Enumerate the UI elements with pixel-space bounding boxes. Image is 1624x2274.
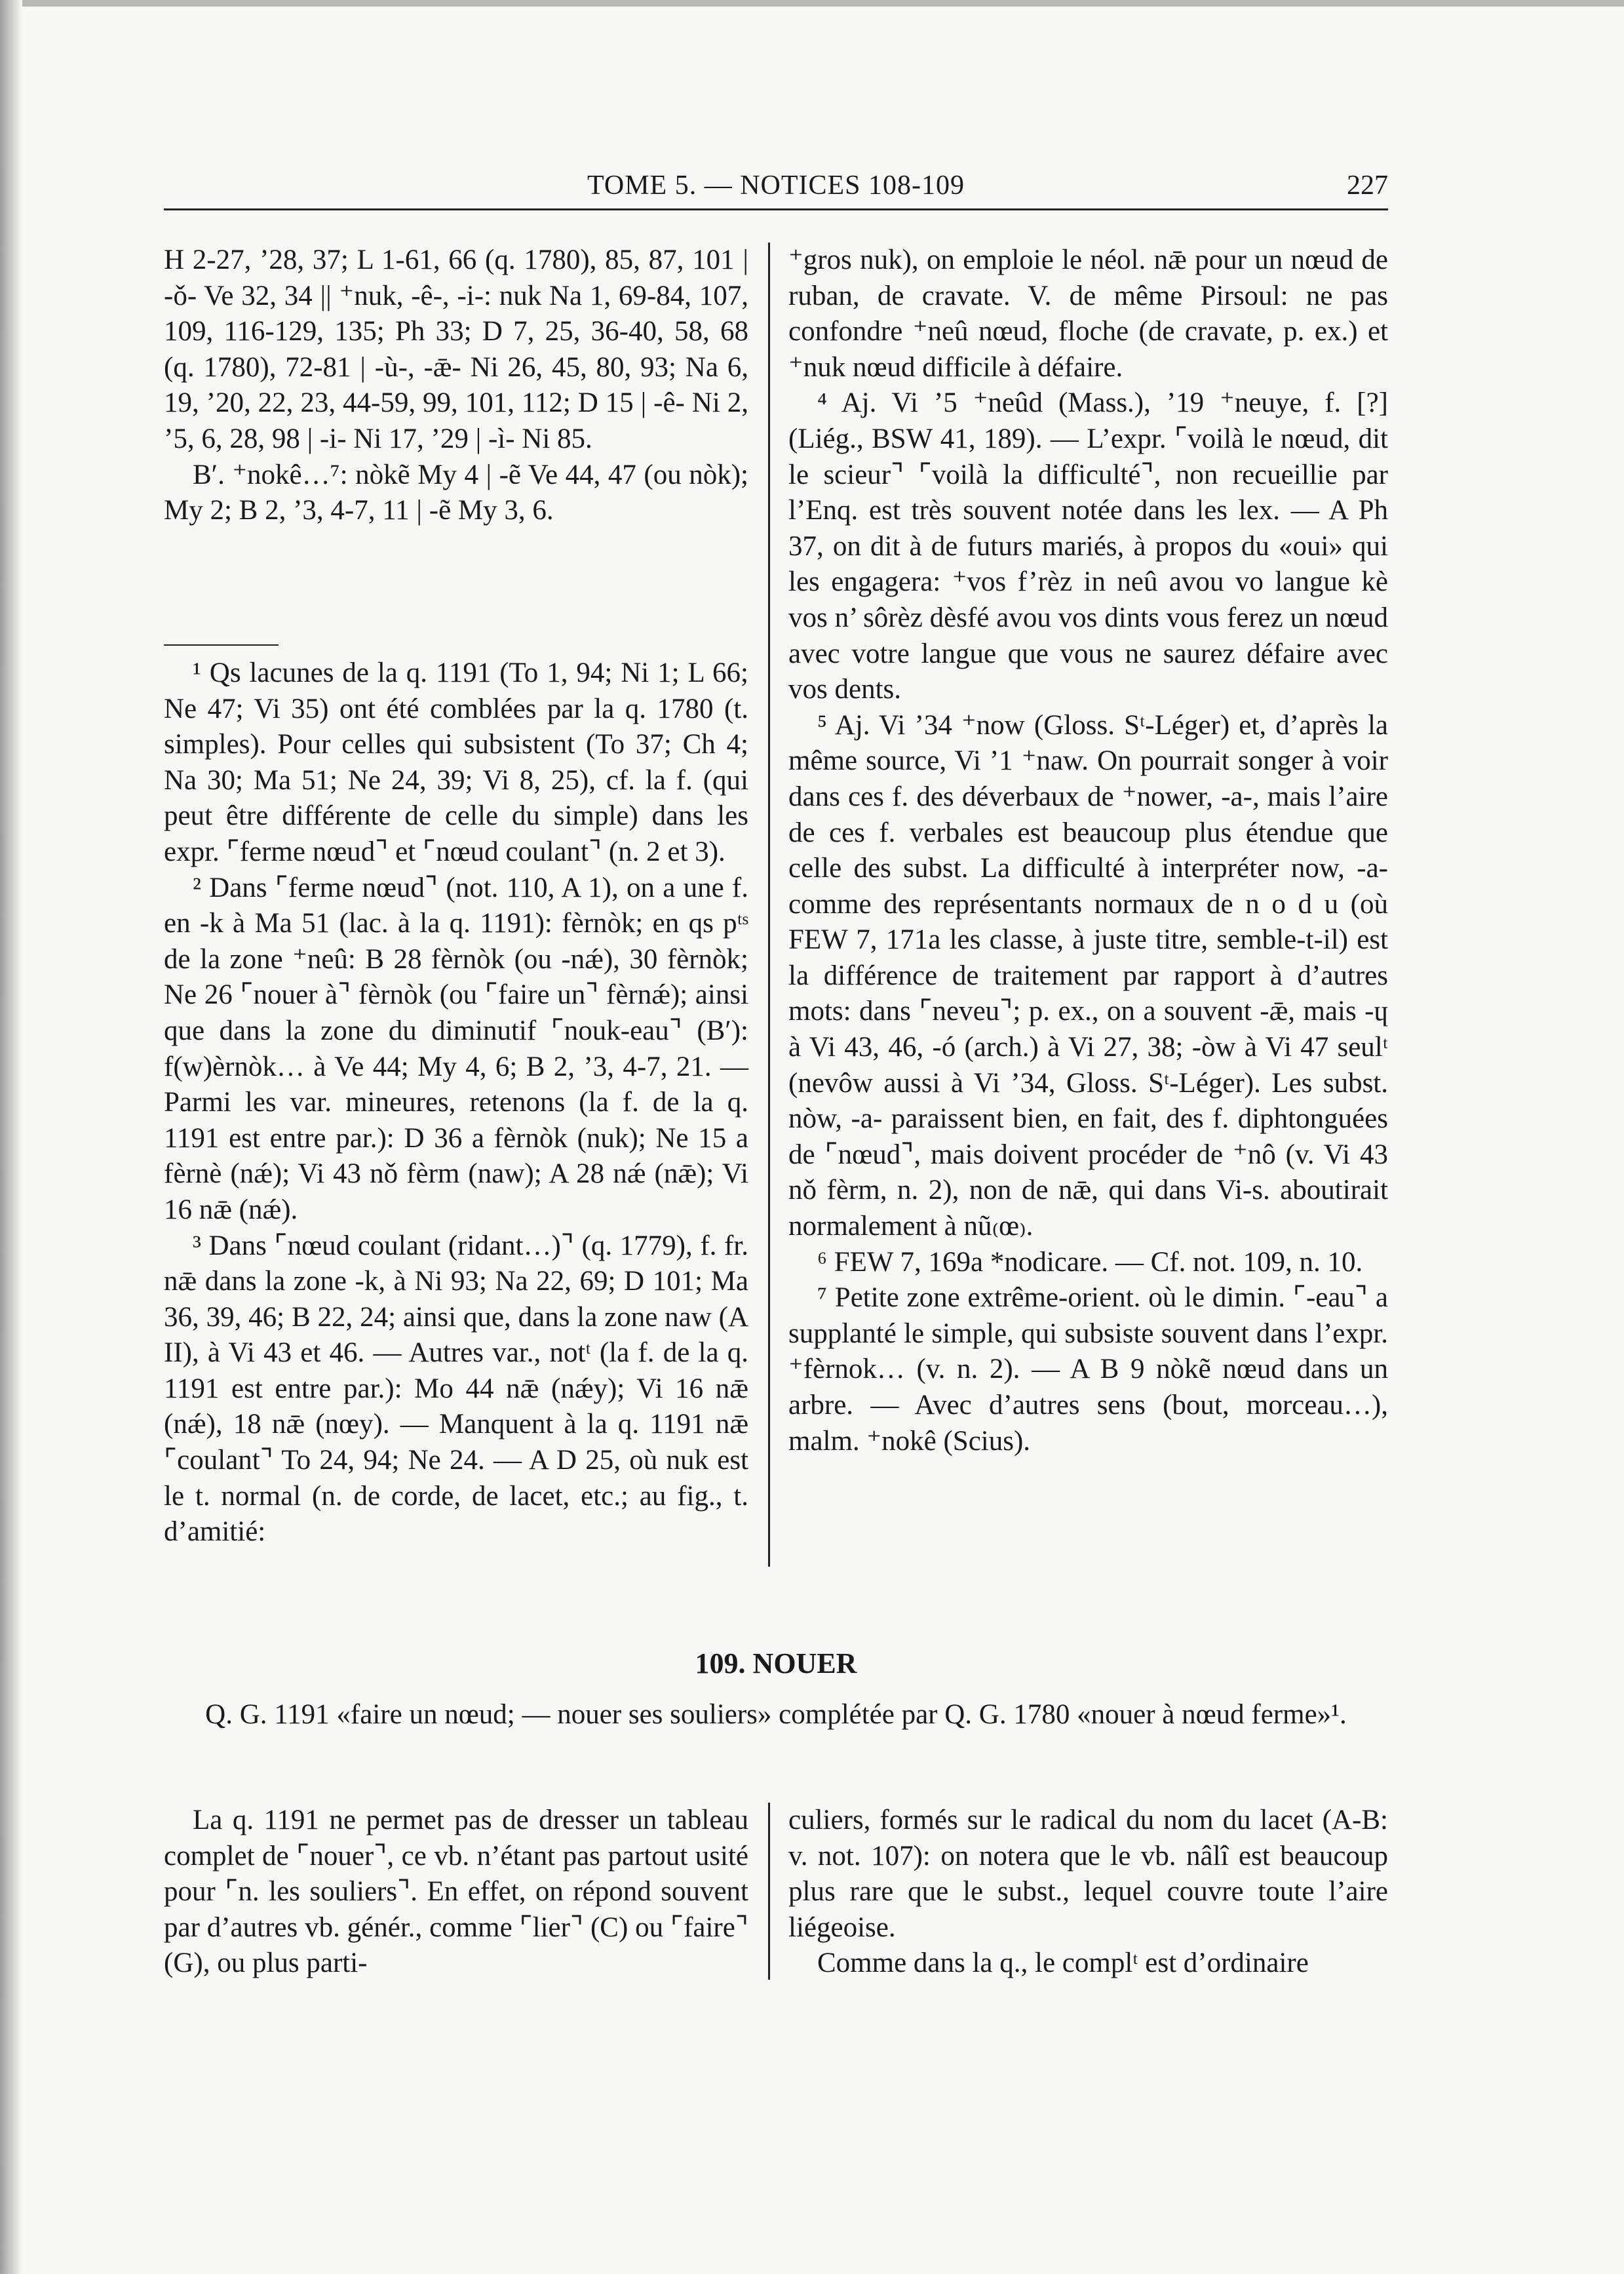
section-paragraph-2: culiers, formés sur le radical du nom du lacet (A-B: v. not. 107): on notera que le vb. nâlî est beaucoup plus rare que le subst., lequel couvre toute l’aire liégeoise. [788, 1805, 1388, 1943]
header-rule [164, 208, 1388, 210]
section-paragraph-1: La q. 1191 ne permet pas de dresser un tableau complet de ⌜nouer⌝, ce vb. n’étant pas partout usité pour ⌜n. les souliers⌝. En effet, on répond souvent par d’autres vb. génér., comme ⌜lier⌝ (C) ou ⌜faire⌝ (G), ou plus parti- [164, 1805, 748, 1979]
page-header [164, 169, 1388, 202]
page-number: 227 [1347, 170, 1388, 201]
left-paragraph-1: H 2-27, ’28, 37; L 1-61, 66 (q. 1780), 85, 87, 101 | -ǒ- Ve 32, 34 || ⁺nuk, -ê-, -i-: nuk Na 1, 69-84, 107, 109, 116-129, 135; Ph 33; D 7, 25, 36-40, 58, 68 (q. 1780), 72-81 | -ù-, -ǣ- Ni 26, 45, 80, 93; Na 6, 19, ’20, 22, 23, 44-59, 99, 101, 112; D 15 | -ê- Ni 2, ’5, 6, 28, 98 | -i- Ni 17, ’29 | -ì- Ni 85. [164, 245, 748, 454]
footnote-4: ⁴ Aj. Vi ’5 ⁺neûd (Mass.), ’19 ⁺neuye, f. [?] (Liég., BSW 41, 189). — L’expr. ⌜voilà le nœud, dit le scieur⌝ ⌜voilà la difficulté⌝, non recueillie par l’Enq. est très souvent notée dans les lex. — A Ph 37, on dit à de futurs mariés, à propos du «oui» qui les engagera: ⁺vos f’rèz in neû avou vo langue kè vos n’ sôrèz dèsfé avou vos dints vous ferez un nœud avec votre langue que vous ne saurez défaire avec vos dents. [788, 387, 1388, 705]
left-column [164, 243, 748, 529]
running-title: TOME 5. — NOTICES 108-109 [587, 170, 965, 201]
column-divider-top [768, 243, 770, 1567]
left-footnotes [164, 656, 748, 1550]
right-column [788, 243, 1388, 1459]
right-paragraph-1: ⁺gros nuk), on emploie le néol. nǣ pour un nœud de ruban, de cravate. V. de même Pirsoul: ne pas confondre ⁺neû nœud, floche (de cravate, p. ex.) et ⁺nuk nœud difficile à défaire. [788, 245, 1388, 383]
footnote-rule [164, 644, 279, 646]
section-body-left [164, 1803, 748, 1982]
section-paragraph-3: Comme dans la q., le complᵗ est d’ordinaire [817, 1948, 1309, 1979]
footnote-5: ⁵ Aj. Vi ’34 ⁺now (Gloss. Sᵗ-Léger) et, d’après la même source, Vi ’1 ⁺naw. On pourrait songer à voir dans ces f. des déverbaux de ⁺nower, -a-, mais l’aire de ces f. verbales est beaucoup plus étendue que celle des subst. La difficulté à interpréter now, -a- comme des représentants normaux de n o d u (où FEW 7, 171a les classe, à juste titre, semble-t-il) est la différence de traitement par rapport à d’autres mots: dans ⌜neveu⌝; p. ex., on a souvent -ǣ, mais -ɥ à Vi 43, 46, -ó (arch.) à Vi 27, 38; -òw à Vi 47 seulᵗ (nevôw aussi à Vi ’34, Gloss. Sᵗ-Léger). Les subst. nòw, -a- paraissent bien, en fait, des f. diphtonguées de ⌜nœud⌝, mais doivent procéder de ⁺nô (v. Vi 43 nǒ fèrm, n. 2), non de nǣ, qui dans Vi-s. aboutirait normalement à nũ₍œ₎. [788, 709, 1388, 1242]
section-title: 109. NOUER [695, 1647, 857, 1679]
section-body-right [788, 1803, 1388, 1982]
left-paragraph-2: B′. ⁺nokê…⁷: nòkẽ My 4 | -ẽ Ve 44, 47 (ou nòk); My 2; B 2, ’3, 4-7, 11 | -ẽ My 3, 6. [164, 459, 748, 526]
footnote-2: ² Dans ⌜ferme nœud⌝ (not. 110, A 1), on a une f. en -k à Ma 51 (lac. à la q. 1191): fèrnòk; en qs pᵗˢ de la zone ⁺neû: B 28 fèrnòk (ou -nǽ), 30 fèrnòk; Ne 26 ⌜nouer à⌝ fèrnòk (ou ⌜faire un⌝ fèrnǽ); ainsi que dans la zone du diminutif ⌜nouk-eau⌝ (B′): f(w)èrnòk… à Ve 44; My 4, 6; B 2, ’3, 4-7, 21. — Parmi les var. mineures, retenons (la f. de la q. 1191 est entre par.): D 36 a fèrnòk (nuk); Ne 15 a fèrnè (nǽ); Vi 43 nǒ fèrm (naw); A 28 nǽ (nǣ); Vi 16 nǣ (nǽ). [164, 872, 748, 1225]
section-question: Q. G. 1191 «faire un nœud; — nouer ses souliers» complétée par Q. G. 1780 «nouer à nœud ferme»¹. [205, 1699, 1347, 1730]
footnote-1: ¹ Qs lacunes de la q. 1191 (To 1, 94; Ni 1; L 66; Ne 47; Vi 35) ont été comblées par la q. 1780 (t. simples). Pour celles qui subsistent (To 37; Ch 4; Na 30; Ma 51; Ne 24, 39; Vi 8, 25), cf. la f. (qui peut être différente de celle du simple) dans les expr. ⌜ferme nœud⌝ et ⌜nœud coulant⌝ (n. 2 et 3). [164, 657, 748, 867]
footnote-6: ⁶ FEW 7, 169a *nodicare. — Cf. not. 109, n. 10. [817, 1246, 1363, 1278]
footnote-3: ³ Dans ⌜nœud coulant (ridant…)⌝ (q. 1779), f. fr. nǣ dans la zone -k, à Ni 93; Na 22, 69; D 101; Ma 36, 39, 46; B 22, 24; ainsi que, dans la zone naw (A II), à Vi 43 et 46. — Autres var., notᵗ (la f. de la q. 1191 est entre par.): Mo 44 nǣ (nǽy); Vi 16 nǣ (nǽ), 18 nǣ (nœy). — Manquent à la q. 1191 nǣ ⌜coulant⌝ To 24, 94; Ne 24. — A D 25, où nuk est le t. normal (n. de corde, de lacet, etc.; au fig., t. d’amitié: [164, 1230, 748, 1548]
column-divider-bottom [768, 1803, 770, 1980]
footnote-7: ⁷ Petite zone extrême-orient. où le dimin. ⌜-eau⌝ a supplanté le simple, qui subsiste souvent dans l’expr. ⁺fèrnok… (v. n. 2). — A B 9 nòkẽ nœud dans un arbre. — Avec d’autres sens (bout, morceau…), malm. ⁺nokê (Scius). [788, 1282, 1388, 1457]
